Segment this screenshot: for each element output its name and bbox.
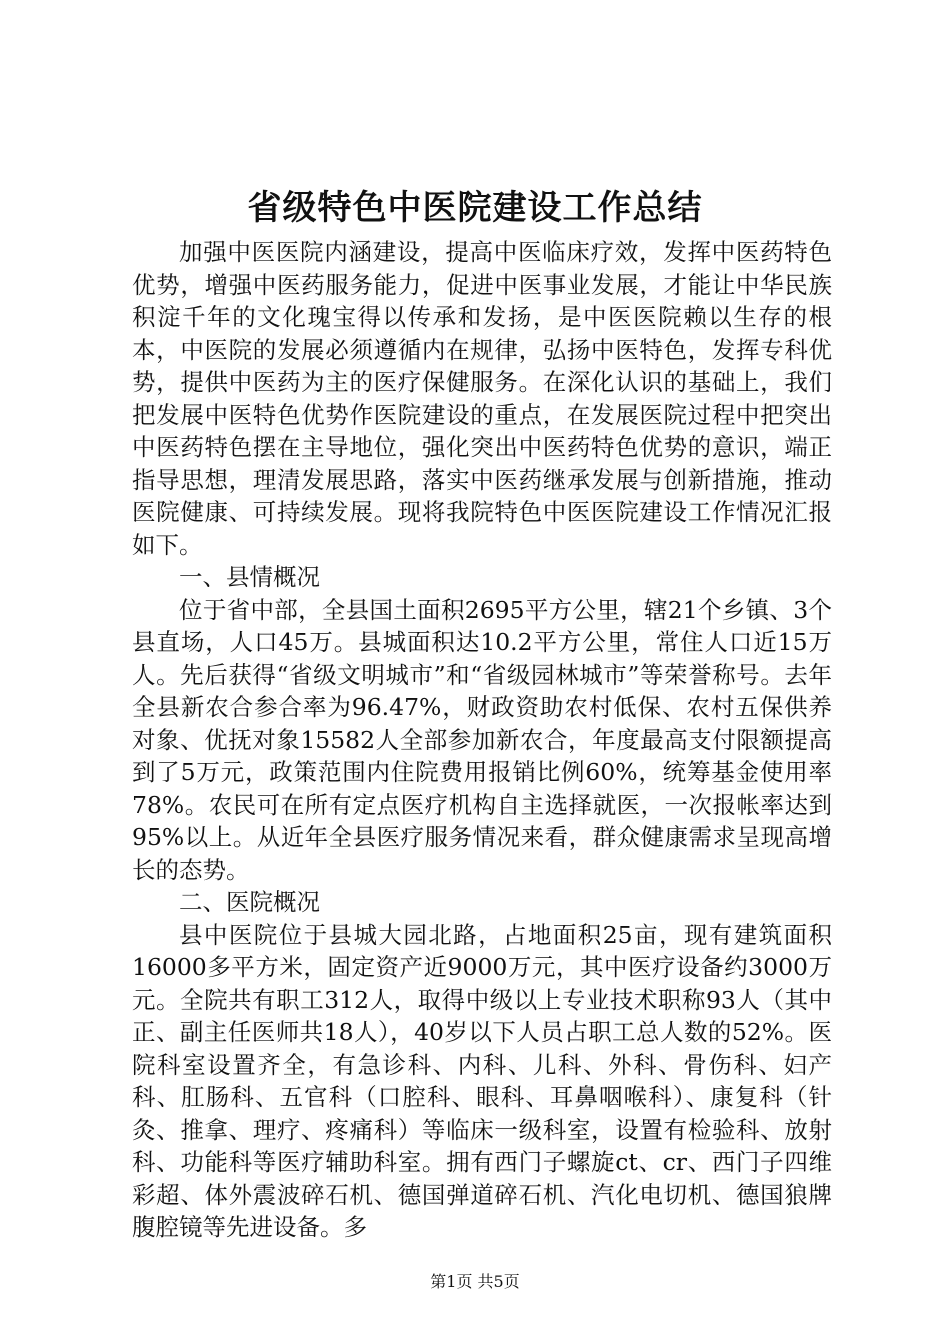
page-footer: 第1页 共5页 <box>430 1272 520 1291</box>
intro-paragraph: 加强中医医院内涵建设，提高中医临床疗效，发挥中医药特色优势，增强中医药服务能力，促进中医事业发展，才能让中华民族积淀千年的文化瑰宝得以传承和发扬，是中医医院赖以生存的根本，中医院的发展必须遵循内在规律，弘扬中医特色，发挥专科优势，提供中医药为主的医疗保健服务。在深化认识的基础上，我们把发展中医特色优势作医院建设的重点，在发展医院过程中把突出中医药特色摆在主导地位，强化突出中医药特色优势的意识，端正指导思想，理清发展思路，落实中医药继承发展与创新措施，推动医院健康、可持续发展。现将我院特色中医医院建设工作情况汇报如下。 <box>132 238 832 559</box>
section-heading-county: 一、县情概况 <box>179 563 320 591</box>
document-title: 省级特色中医院建设工作总结 <box>247 188 703 228</box>
hospital-paragraph: 县中医院位于县城大园北路，占地面积25亩，现有建筑面积16000多平方米，固定资产近9000万元，其中医疗设备约3000万元。全院共有职工312人，取得中级以上专业技术职称93人（其中正、副主任医师共18人），40岁以下人员占职工总人数的52%。医院科室设置齐全，有急诊科、内科、儿科、外科、骨伤科、妇产科、肛肠科、五官科（口腔科、眼科、耳鼻咽喉科）、康复科（针灸、推拿、理疗、疼痛科）等临床一级科室，设置有检验科、放射科、功能科等医疗辅助科室。拥有西门子螺旋ct、cr、西门子四维彩超、体外震波碎石机、德国弹道碎石机、汽化电切机、德国狼牌腹腔镜等先进设备。多 <box>132 920 832 1241</box>
county-paragraph: 位于省中部，全县国土面积2695平方公里，辖21个乡镇、3个县直场，人口45万。县城面积达10.2平方公里，常住人口近15万人。先后获得“省级文明城市”和“省级园林城市”等荣誉称号。去年全县新农合参合率为96.47%，财政资助农村低保、农村五保供养对象、优抚对象15582人全部参加新农合，年度最高支付限额提高到了5万元，政策范围内住院费用报销比例60%，统筹基金使用率78%。农民可在所有定点医疗机构自主选择就医，一次报帐率达到95%以上。从近年全县医疗服务情况来看，群众健康需求呈现高增长的态势。 <box>132 595 832 884</box>
section-heading-hospital: 二、医院概况 <box>179 888 320 916</box>
document-body <box>132 236 832 1244</box>
